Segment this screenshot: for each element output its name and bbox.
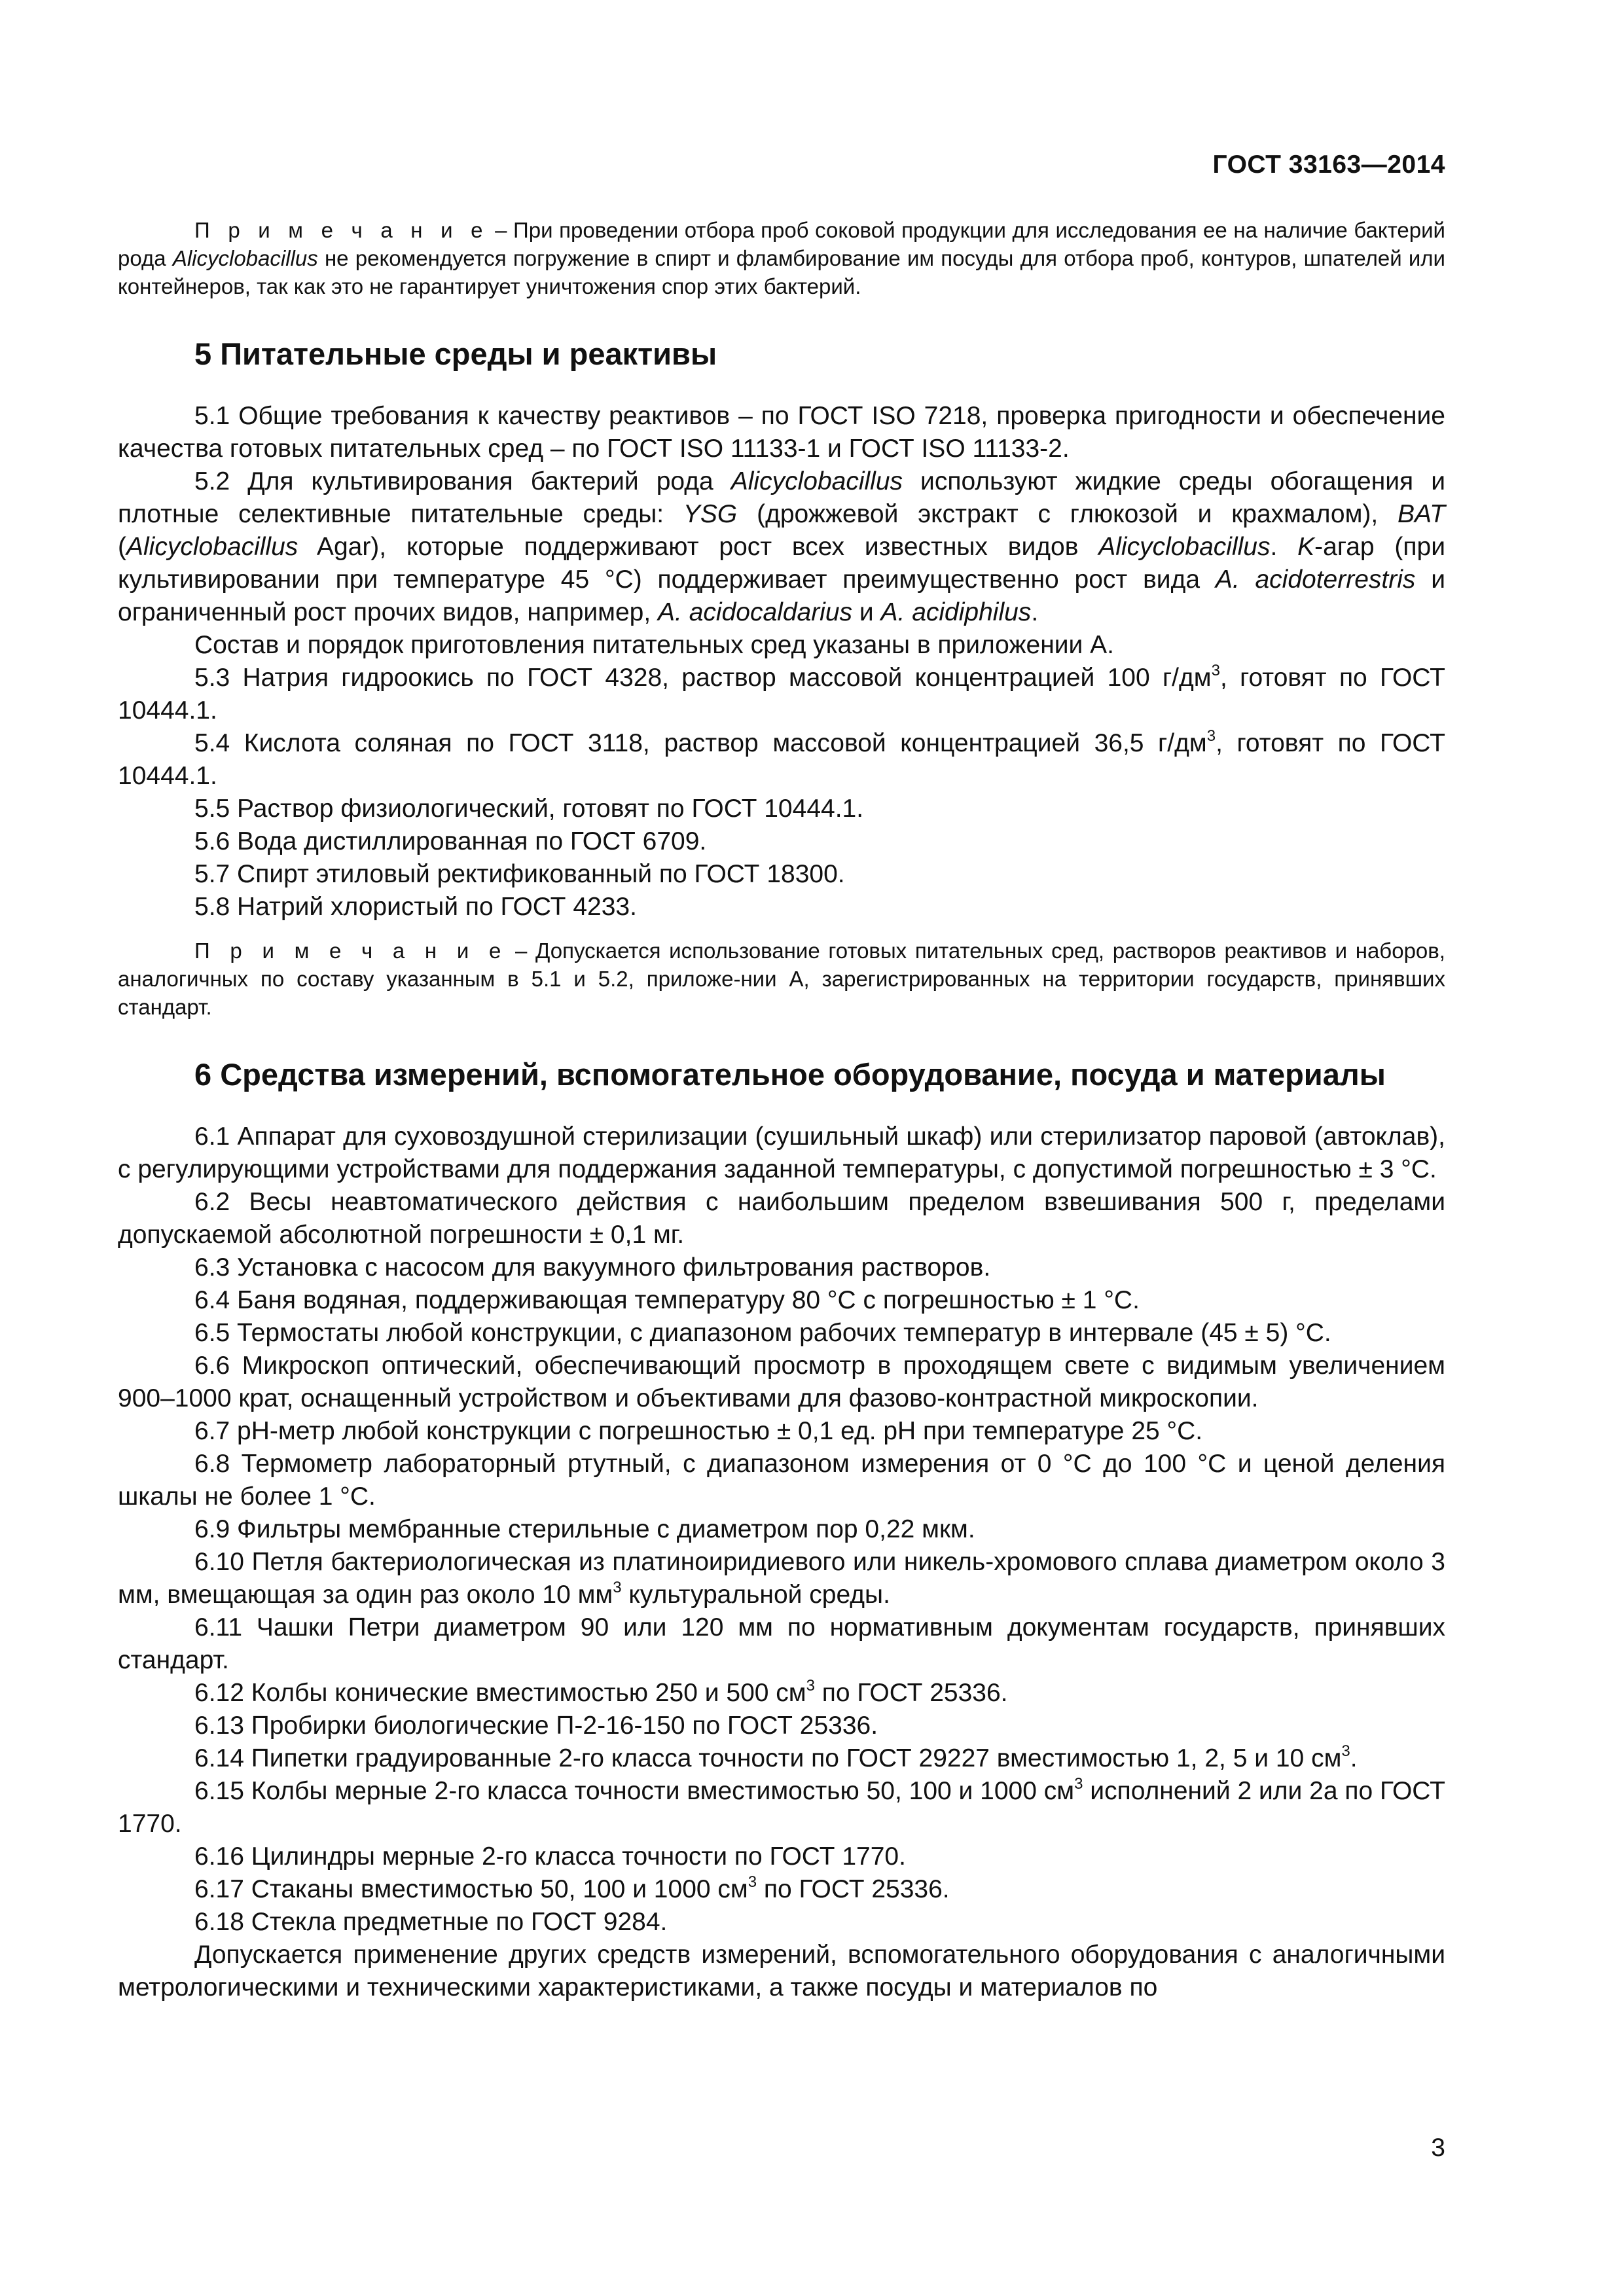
paragraph-6-10: 6.10 Петля бактериологическая из платиноиридиевого или никель-хромового сплава диаметром около 3 мм, вмещающая за один раз около 10 $мм^3$ культуральной среды. [118,1548,1445,1609]
paragraph-5-1: 5.1 Общие требования к качеству реактивов – по ГОСТ ISO 7218, проверка пригодности и обеспечение качества готовых питательных сред – по ГОСТ ISO 11133-1 и ГОСТ ISO 11133-2. [118,402,1445,463]
paragraph-6-13: 6.13 Пробирки биологические П-2-16-150 по ГОСТ 25336. [194,1712,878,1740]
paragraph-6-4: 6.4 Баня водяная, поддерживающая температуру 80 °С с погрешностью ± 1 °С. [194,1286,1140,1314]
paragraph-6-12: 6.12 Колбы конические вместимостью 250 и 500 $см^3$ по ГОСТ 25336. [194,1677,1008,1707]
paragraph-5-6: 5.6 Вода дистиллированная по ГОСТ 6709. [194,827,707,855]
section-6-title: 6 Средства измерений, вспомогательное оборудование, посуда и материалы [194,1057,1386,1092]
note-ready-media: П р и м е ч а н и е – Допускается использование готовых питательных сред, растворов реактивов и наборов, аналогичных по составу указанным в 5.1 и 5.2, приложе-нии А, зарегистрированных на территории государств, принявших стандарт. [118,939,1445,1019]
note-alicyclobacillus-sampling: П р и м е ч а н и е – При проведении отбора проб соковой продукции для исследования ее на наличие бактерий рода Alicyclobacillus не рекомендуется погружение в спирт и фламбирование им посуды для отбора проб, контуров, шпателей или контейнеров, так как это не гарантирует уничтожения спор этих бактерий. [118,218,1445,298]
paragraph-5-3: 5.3 Натрия гидроокись по ГОСТ 4328, раствор массовой концентрацией 100 $г/дм^3$, готовят по ГОСТ 10444.1. [118,662,1445,725]
paragraph-6-3: 6.3 Установка с насосом для вакуумного фильтрования растворов. [194,1253,991,1282]
paragraph-6-1: 6.1 Аппарат для суховоздушной стерилизации (сушильный шкаф) или стерилизатор паровой (автоклав), с регулирующими устройствами для поддержания заданной температуры, с допустимой погрешностью ± 3 °С. [118,1122,1445,1183]
section-5-title: 5 Питательные среды и реактивы [194,336,717,371]
paragraph-5-4: 5.4 Кислота соляная по ГОСТ 3118, раствор массовой концентрацией 36,5 $г/дм^3$, готовят по ГОСТ 10444.1. [118,727,1445,790]
paragraph-6-6: 6.6 Микроскоп оптический, обеспечивающий просмотр в проходящем свете с видимым увеличением 900–1000 крат, оснащенный устройством и объективами для фазово-контрастной микроскопии. [118,1352,1445,1412]
paragraph-6-9: 6.9 Фильтры мембранные стерильные с диаметром пор 0,22 мкм. [194,1515,975,1543]
paragraph-6-15: 6.15 Колбы мерные 2-го класса точности вместимостью 50, 100 и 1000 $см^3$ исполнений 2 или 2а по ГОСТ 1770. [118,1775,1445,1838]
paragraph-6-11: 6.11 Чашки Петри диаметром 90 или 120 мм по нормативным документам государств, принявших стандарт. [118,1613,1445,1674]
document-header: ГОСТ 33163—2014 [1212,151,1445,179]
paragraph-6-16: 6.16 Цилиндры мерные 2-го класса точности по ГОСТ 1770. [194,1842,906,1871]
paragraph-5-8: 5.8 Натрий хлористый по ГОСТ 4233. [194,893,637,921]
paragraph-5-2: 5.2 Для культивирования бактерий рода Alicyclobacillus используют жидкие среды обогащения и плотные селективные питательные среды: YSG (дрожжевой экстракт с глюкозой и крахмалом), BAT (Alicyclobacillus Agar), которые поддерживают рост всех известных видов Alicyclobacillus. K-агар (при культивировании при температуре 45 °С) поддерживает преимущественно рост вида A. acidoterrestris и ограниченный рост прочих видов, например, A. acidocaldarius и A. acidiphilus. [118,467,1445,626]
paragraph-6-5: 6.5 Термостаты любой конструкции, с диапазоном рабочих температур в интервале (45 ± 5) °С. [194,1319,1331,1347]
paragraph-6-2: 6.2 Весы неавтоматического действия с наибольшим пределом взвешивания 500 г, пределами допускаемой абсолютной погрешности ± 0,1 мг. [118,1188,1445,1249]
page-number: 3 [1431,2134,1445,2162]
paragraph-5-5: 5.5 Раствор физиологический, готовят по ГОСТ 10444.1. [194,795,864,823]
paragraph-6-14: 6.14 Пипетки градуированные 2-го класса точности по ГОСТ 29227 вместимостью 1, 2, 5 и 10 $см^3$. [194,1742,1358,1772]
paragraph-6-18: 6.18 Стекла предметные по ГОСТ 9284. [194,1908,668,1936]
document-page [118,0,1445,2296]
paragraph-6-8: 6.8 Термометр лабораторный ртутный, с диапазоном измерения от 0 °С до 100 °С и ценой деления шкалы не более 1 °С. [118,1450,1445,1511]
paragraph-6-17: 6.17 Стаканы вместимостью 50, 100 и 1000 $см^3$ по ГОСТ 25336. [194,1873,950,1903]
paragraph-5-7: 5.7 Спирт этиловый ректификованный по ГОСТ 18300. [194,860,845,888]
paragraph-6-7: 6.7 рН-метр любой конструкции с погрешностью ± 0,1 ед. рН при температуре 25 °С. [194,1417,1203,1445]
paragraph-composition: Состав и порядок приготовления питательных сред указаны в приложении А. [194,631,1115,659]
document-body [118,216,1445,2004]
paragraph-allowed-alternatives: Допускается применение других средств измерений, вспомогательного оборудования с аналогичными метрологическими и техническими характеристиками, а также посуды и материалов по [118,1941,1445,2001]
